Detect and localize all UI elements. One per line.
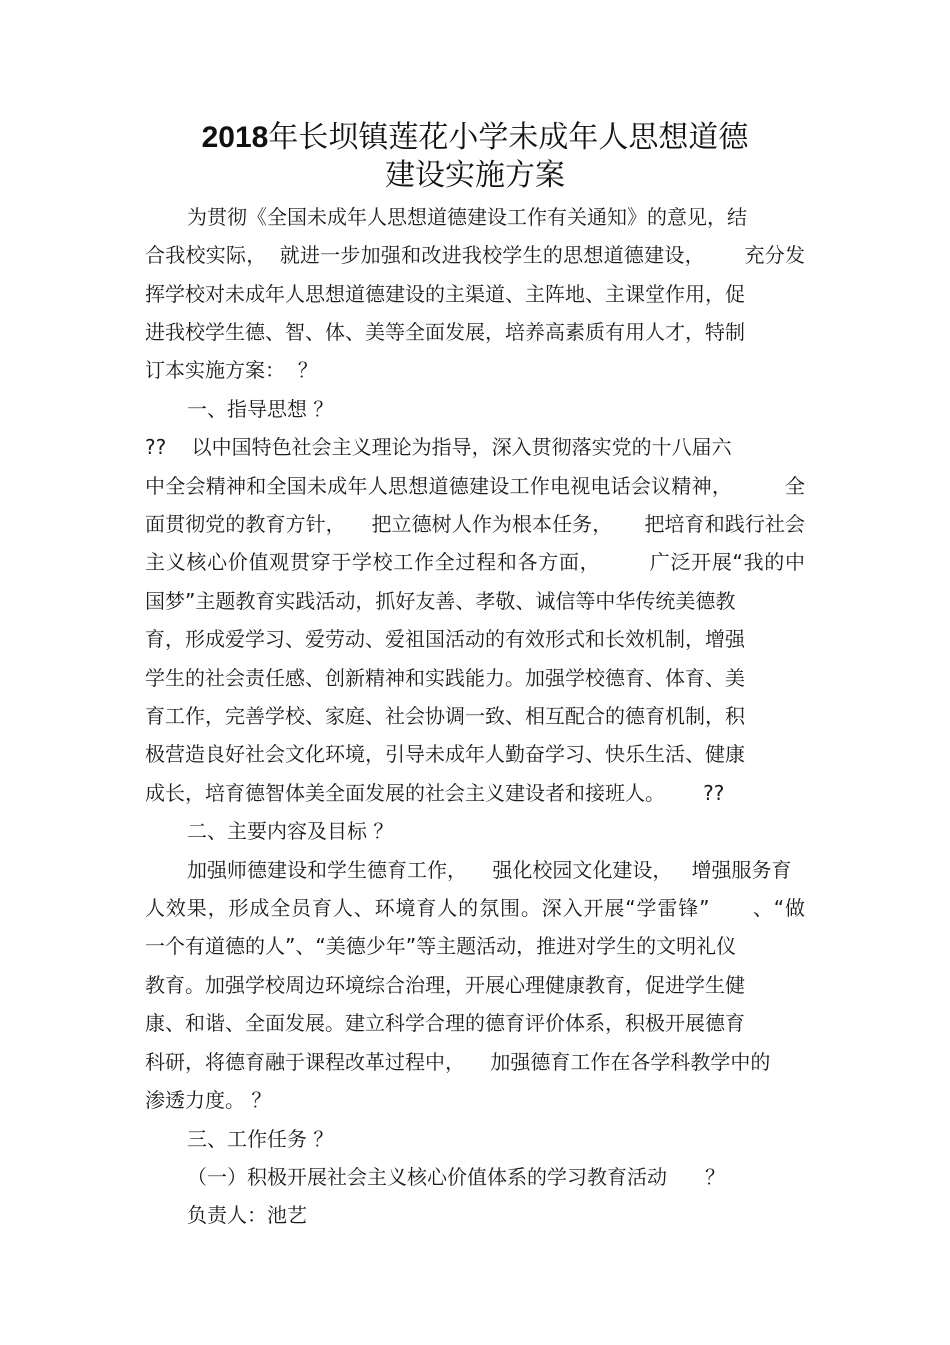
section1-line: 成长，培育德智体美全面发展的社会主义建设者和接班人。 ??: [145, 781, 725, 805]
intro-line: 挥学校对未成年人思想道德建设的主渠道、主阵地、主课堂作用，促: [145, 282, 745, 306]
section-heading-main-content: 二、主要内容及目标 ？: [187, 819, 394, 843]
intro-line: 为贯彻《全国未成年人思想道德建设工作有关通知》的意见，结: [187, 205, 747, 229]
section2-line: 科研，将德育融于课程改革过程中， 加强德育工作在各学科教学中的: [145, 1050, 771, 1074]
document-title-line-2: 建设实施方案: [385, 158, 565, 193]
title-year: 2018: [201, 121, 269, 154]
section2-line: 一个有道德的人”、“美德少年”等主题活动，推进对学生的文明礼仪: [145, 934, 737, 958]
responsible-person: 负责人：池艺: [187, 1203, 307, 1227]
section1-line: 育，形成爱学习、爱劳动、爱祖国活动的有效形式和长效机制，增强: [145, 627, 745, 651]
intro-line: 进我校学生德、智、体、美等全面发展，培养高素质有用人才，特制: [145, 320, 745, 344]
section1-line: 主义核心价值观贯穿于学校工作全过程和各方面， 广泛开展“我的中: [145, 550, 805, 574]
section1-line: 育工作，完善学校、家庭、社会协调一致、相互配合的德育机制，积: [145, 704, 745, 728]
section1-line: 国梦”主题教育实践活动，抓好友善、孝敬、诚信等中华传统美德教: [145, 589, 736, 613]
section1-line: 极营造良好社会文化环境，引导未成年人勤奋学习、快乐生活、健康: [145, 742, 745, 766]
section1-line: 中全会精神和全国未成年人思想道德建设工作电视电话会议精神， 全: [145, 474, 805, 498]
document-title-line-1: [0, 120, 950, 156]
section1-line: 学生的社会责任感、创新精神和实践能力。加强学校德育、体育、美: [145, 666, 745, 690]
section-heading-work-tasks: 三、工作任务 ？: [187, 1127, 334, 1151]
section-heading-guiding-ideology: 一、指导思想 ？: [187, 397, 334, 421]
section2-line: 渗透力度。 ？: [145, 1088, 272, 1112]
subsection-heading: （一）积极开展社会主义核心价值体系的学习教育活动 ？: [187, 1165, 726, 1189]
section1-line: 面贯彻党的教育方针， 把立德树人作为根本任务， 把培育和践行社会: [145, 512, 805, 536]
intro-line: 合我校实际， 就进一步加强和改进我校学生的思想道德建设， 充分发: [145, 243, 805, 267]
section1-line: ?? 以中国特色社会主义理论为指导，深入贯彻落实党的十八届六: [145, 435, 732, 459]
section2-line: 加强师德建设和学生德育工作， 强化校园文化建设， 增强服务育: [187, 858, 792, 882]
intro-line: 订本实施方案： ？: [145, 358, 318, 382]
section2-line: 人效果，形成全员育人、环境育人的氛围。深入开展“学雷锋” 、“做: [145, 896, 805, 920]
section2-line: 教育。加强学校周边环境综合治理，开展心理健康教育，促进学生健: [145, 973, 745, 997]
title-text: 年长坝镇莲花小学未成年人思想道德: [268, 120, 749, 155]
section2-line: 康、和谐、全面发展。建立科学合理的德育评价体系，积极开展德育: [145, 1011, 745, 1035]
